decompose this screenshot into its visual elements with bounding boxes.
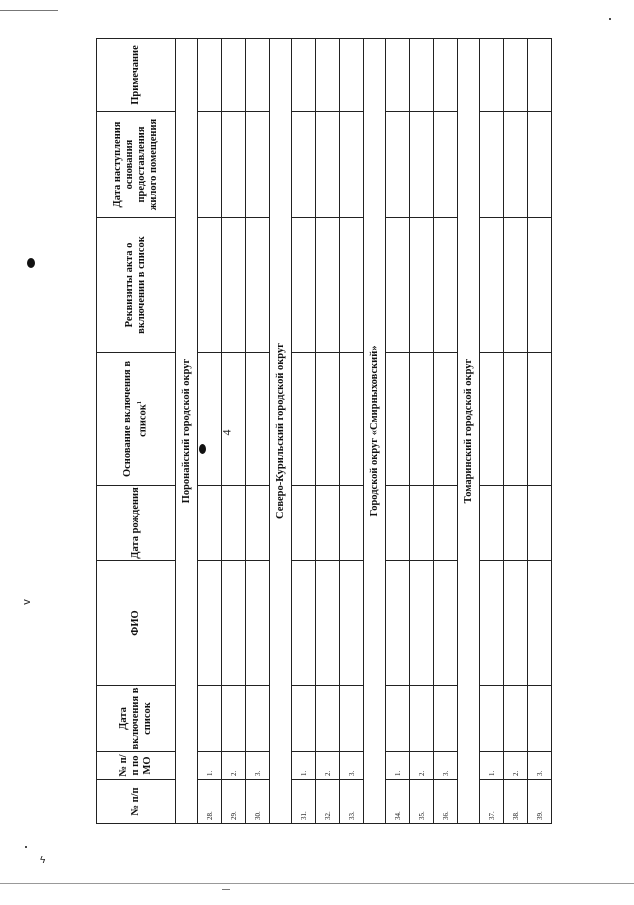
cell-note bbox=[246, 39, 270, 112]
cell-date-housing bbox=[340, 112, 364, 218]
cell-date-included bbox=[528, 686, 552, 752]
cell-num-mo: 1. bbox=[386, 752, 410, 780]
cell-basis bbox=[198, 353, 222, 486]
cell-act-details bbox=[316, 218, 340, 353]
cell-num-mo: 3. bbox=[340, 752, 364, 780]
cell-note bbox=[410, 39, 434, 112]
dust-speck bbox=[609, 18, 611, 20]
punch-hole-mark bbox=[27, 258, 35, 268]
cell-note bbox=[504, 39, 528, 112]
cell-fio bbox=[246, 561, 270, 686]
table-row bbox=[480, 39, 504, 824]
cell-date-included bbox=[434, 686, 458, 752]
cell-basis bbox=[292, 353, 316, 486]
cell-date-included bbox=[504, 686, 528, 752]
col-header-date-housing: Дата наступления основания предоставления жилого помещения bbox=[97, 112, 176, 218]
table-row bbox=[528, 39, 552, 824]
section-title: Томаринский городской округ bbox=[458, 39, 480, 824]
cell-fio bbox=[340, 561, 364, 686]
cell-num-mo: 1. bbox=[198, 752, 222, 780]
cell-fio bbox=[504, 561, 528, 686]
cell-date-housing bbox=[410, 112, 434, 218]
section-title: Поронайский городской округ bbox=[176, 39, 198, 824]
cell-num-mo: 3. bbox=[528, 752, 552, 780]
cell-basis bbox=[219, 353, 246, 486]
section-row bbox=[458, 39, 480, 824]
cell-num: 31. bbox=[292, 780, 316, 824]
section-row bbox=[364, 39, 386, 824]
col-header-act-details: Реквизиты акта о включении в список bbox=[97, 218, 176, 353]
page-number: 4 bbox=[219, 429, 234, 436]
cell-fio bbox=[198, 561, 222, 686]
cell-date-housing bbox=[222, 112, 246, 218]
dust-speck bbox=[25, 846, 27, 848]
table-row bbox=[434, 39, 458, 824]
cell-date-included bbox=[292, 686, 316, 752]
cell-num-mo: 2. bbox=[504, 752, 528, 780]
cell-act-details bbox=[292, 218, 316, 353]
cell-act-details bbox=[198, 218, 222, 353]
cell-date-housing bbox=[246, 112, 270, 218]
cell-num: 36. bbox=[434, 780, 458, 824]
housing-list-table bbox=[96, 38, 552, 824]
section-row bbox=[176, 39, 198, 824]
cell-basis bbox=[340, 353, 364, 486]
cell-date-included bbox=[316, 686, 340, 752]
pen-stroke-mark: ϟ bbox=[40, 855, 46, 866]
scan-edge-top bbox=[0, 10, 58, 11]
cell-act-details bbox=[480, 218, 504, 353]
document-sheet bbox=[96, 39, 568, 824]
cell-act-details bbox=[434, 218, 458, 353]
cell-num-mo: 3. bbox=[434, 752, 458, 780]
col-header-birth-date: Дата рождения bbox=[97, 486, 176, 561]
col-header-num: № п/п bbox=[97, 780, 176, 824]
cell-birth-date bbox=[410, 486, 434, 561]
table-row bbox=[340, 39, 364, 824]
cell-birth-date bbox=[528, 486, 552, 561]
cell-num-mo: 2. bbox=[410, 752, 434, 780]
col-header-note: Примечание bbox=[97, 39, 176, 112]
cell-basis bbox=[246, 353, 270, 486]
cell-date-housing bbox=[480, 112, 504, 218]
cell-basis bbox=[386, 353, 410, 486]
cell-basis bbox=[434, 353, 458, 486]
cell-date-included bbox=[222, 686, 246, 752]
cell-note bbox=[480, 39, 504, 112]
cell-birth-date bbox=[504, 486, 528, 561]
cell-act-details bbox=[386, 218, 410, 353]
cell-date-included bbox=[410, 686, 434, 752]
cell-act-details bbox=[340, 218, 364, 353]
cell-act-details bbox=[504, 218, 528, 353]
cell-act-details bbox=[246, 218, 270, 353]
cell-fio bbox=[316, 561, 340, 686]
cell-date-included bbox=[386, 686, 410, 752]
cell-date-included bbox=[246, 686, 270, 752]
table-row bbox=[292, 39, 316, 824]
scan-edge-bottom bbox=[0, 883, 634, 884]
cell-note bbox=[198, 39, 222, 112]
table-row bbox=[246, 39, 270, 824]
cell-birth-date bbox=[246, 486, 270, 561]
cell-date-included bbox=[480, 686, 504, 752]
table-row bbox=[504, 39, 528, 824]
cell-birth-date bbox=[222, 486, 246, 561]
col-header-fio: ФИО bbox=[97, 561, 176, 686]
cell-birth-date bbox=[340, 486, 364, 561]
section-row bbox=[270, 39, 292, 824]
cell-fio bbox=[292, 561, 316, 686]
cell-note bbox=[222, 39, 246, 112]
cell-note bbox=[316, 39, 340, 112]
col-header-basis bbox=[97, 353, 176, 486]
cell-birth-date bbox=[386, 486, 410, 561]
cell-num: 28. bbox=[198, 780, 222, 824]
cell-fio bbox=[386, 561, 410, 686]
scan-edge-bottom-mark bbox=[222, 889, 230, 890]
col-header-date-included: Дата включения в список bbox=[97, 686, 176, 752]
cell-num: 34. bbox=[386, 780, 410, 824]
cell-note bbox=[528, 39, 552, 112]
cell-fio bbox=[528, 561, 552, 686]
cell-note bbox=[340, 39, 364, 112]
cell-note bbox=[434, 39, 458, 112]
cell-basis bbox=[528, 353, 552, 486]
cell-num: 39. bbox=[528, 780, 552, 824]
cell-date-housing bbox=[292, 112, 316, 218]
basis-footnote: 1 bbox=[137, 401, 144, 405]
cell-date-included bbox=[198, 686, 222, 752]
cell-num: 33. bbox=[340, 780, 364, 824]
cell-num-mo: 2. bbox=[316, 752, 340, 780]
cell-birth-date bbox=[198, 486, 222, 561]
cell-fio bbox=[222, 561, 246, 686]
cell-num-mo: 1. bbox=[292, 752, 316, 780]
cell-act-details bbox=[222, 218, 246, 353]
cell-birth-date bbox=[316, 486, 340, 561]
cell-num-mo: 2. bbox=[222, 752, 246, 780]
cell-fio bbox=[434, 561, 458, 686]
cell-act-details bbox=[528, 218, 552, 353]
cell-date-housing bbox=[504, 112, 528, 218]
cell-fio bbox=[480, 561, 504, 686]
cell-num: 32. bbox=[316, 780, 340, 824]
cell-birth-date bbox=[292, 486, 316, 561]
header-row bbox=[97, 39, 176, 824]
table-row bbox=[410, 39, 434, 824]
table-row bbox=[198, 39, 222, 824]
cell-num: 38. bbox=[504, 780, 528, 824]
basis-label: Основание включения в список bbox=[122, 360, 149, 478]
cell-date-included bbox=[340, 686, 364, 752]
table-row bbox=[316, 39, 340, 824]
cell-date-housing bbox=[434, 112, 458, 218]
cell-date-housing bbox=[316, 112, 340, 218]
cell-num: 35. bbox=[410, 780, 434, 824]
cell-birth-date bbox=[434, 486, 458, 561]
cell-num: 37. bbox=[480, 780, 504, 824]
cell-act-details bbox=[410, 218, 434, 353]
cell-basis bbox=[480, 353, 504, 486]
col-header-num-mo: № п/п по МО bbox=[97, 752, 176, 780]
cell-num: 30. bbox=[246, 780, 270, 824]
cell-basis bbox=[410, 353, 434, 486]
section-title: Северо-Курильский городской округ bbox=[270, 39, 292, 824]
cell-num-mo: 3. bbox=[246, 752, 270, 780]
cell-date-housing bbox=[386, 112, 410, 218]
cell-date-housing bbox=[198, 112, 222, 218]
section-title: Городской округ «Смирныховский» bbox=[364, 39, 386, 824]
cell-date-housing bbox=[528, 112, 552, 218]
cell-basis bbox=[316, 353, 340, 486]
cell-num-mo: 1. bbox=[480, 752, 504, 780]
table-row bbox=[222, 39, 246, 824]
cell-note bbox=[386, 39, 410, 112]
cell-num: 29. bbox=[222, 780, 246, 824]
cell-fio bbox=[410, 561, 434, 686]
cell-note bbox=[292, 39, 316, 112]
table-row bbox=[386, 39, 410, 824]
cell-basis bbox=[504, 353, 528, 486]
cell-birth-date bbox=[480, 486, 504, 561]
pen-tick-mark: v bbox=[20, 599, 33, 605]
